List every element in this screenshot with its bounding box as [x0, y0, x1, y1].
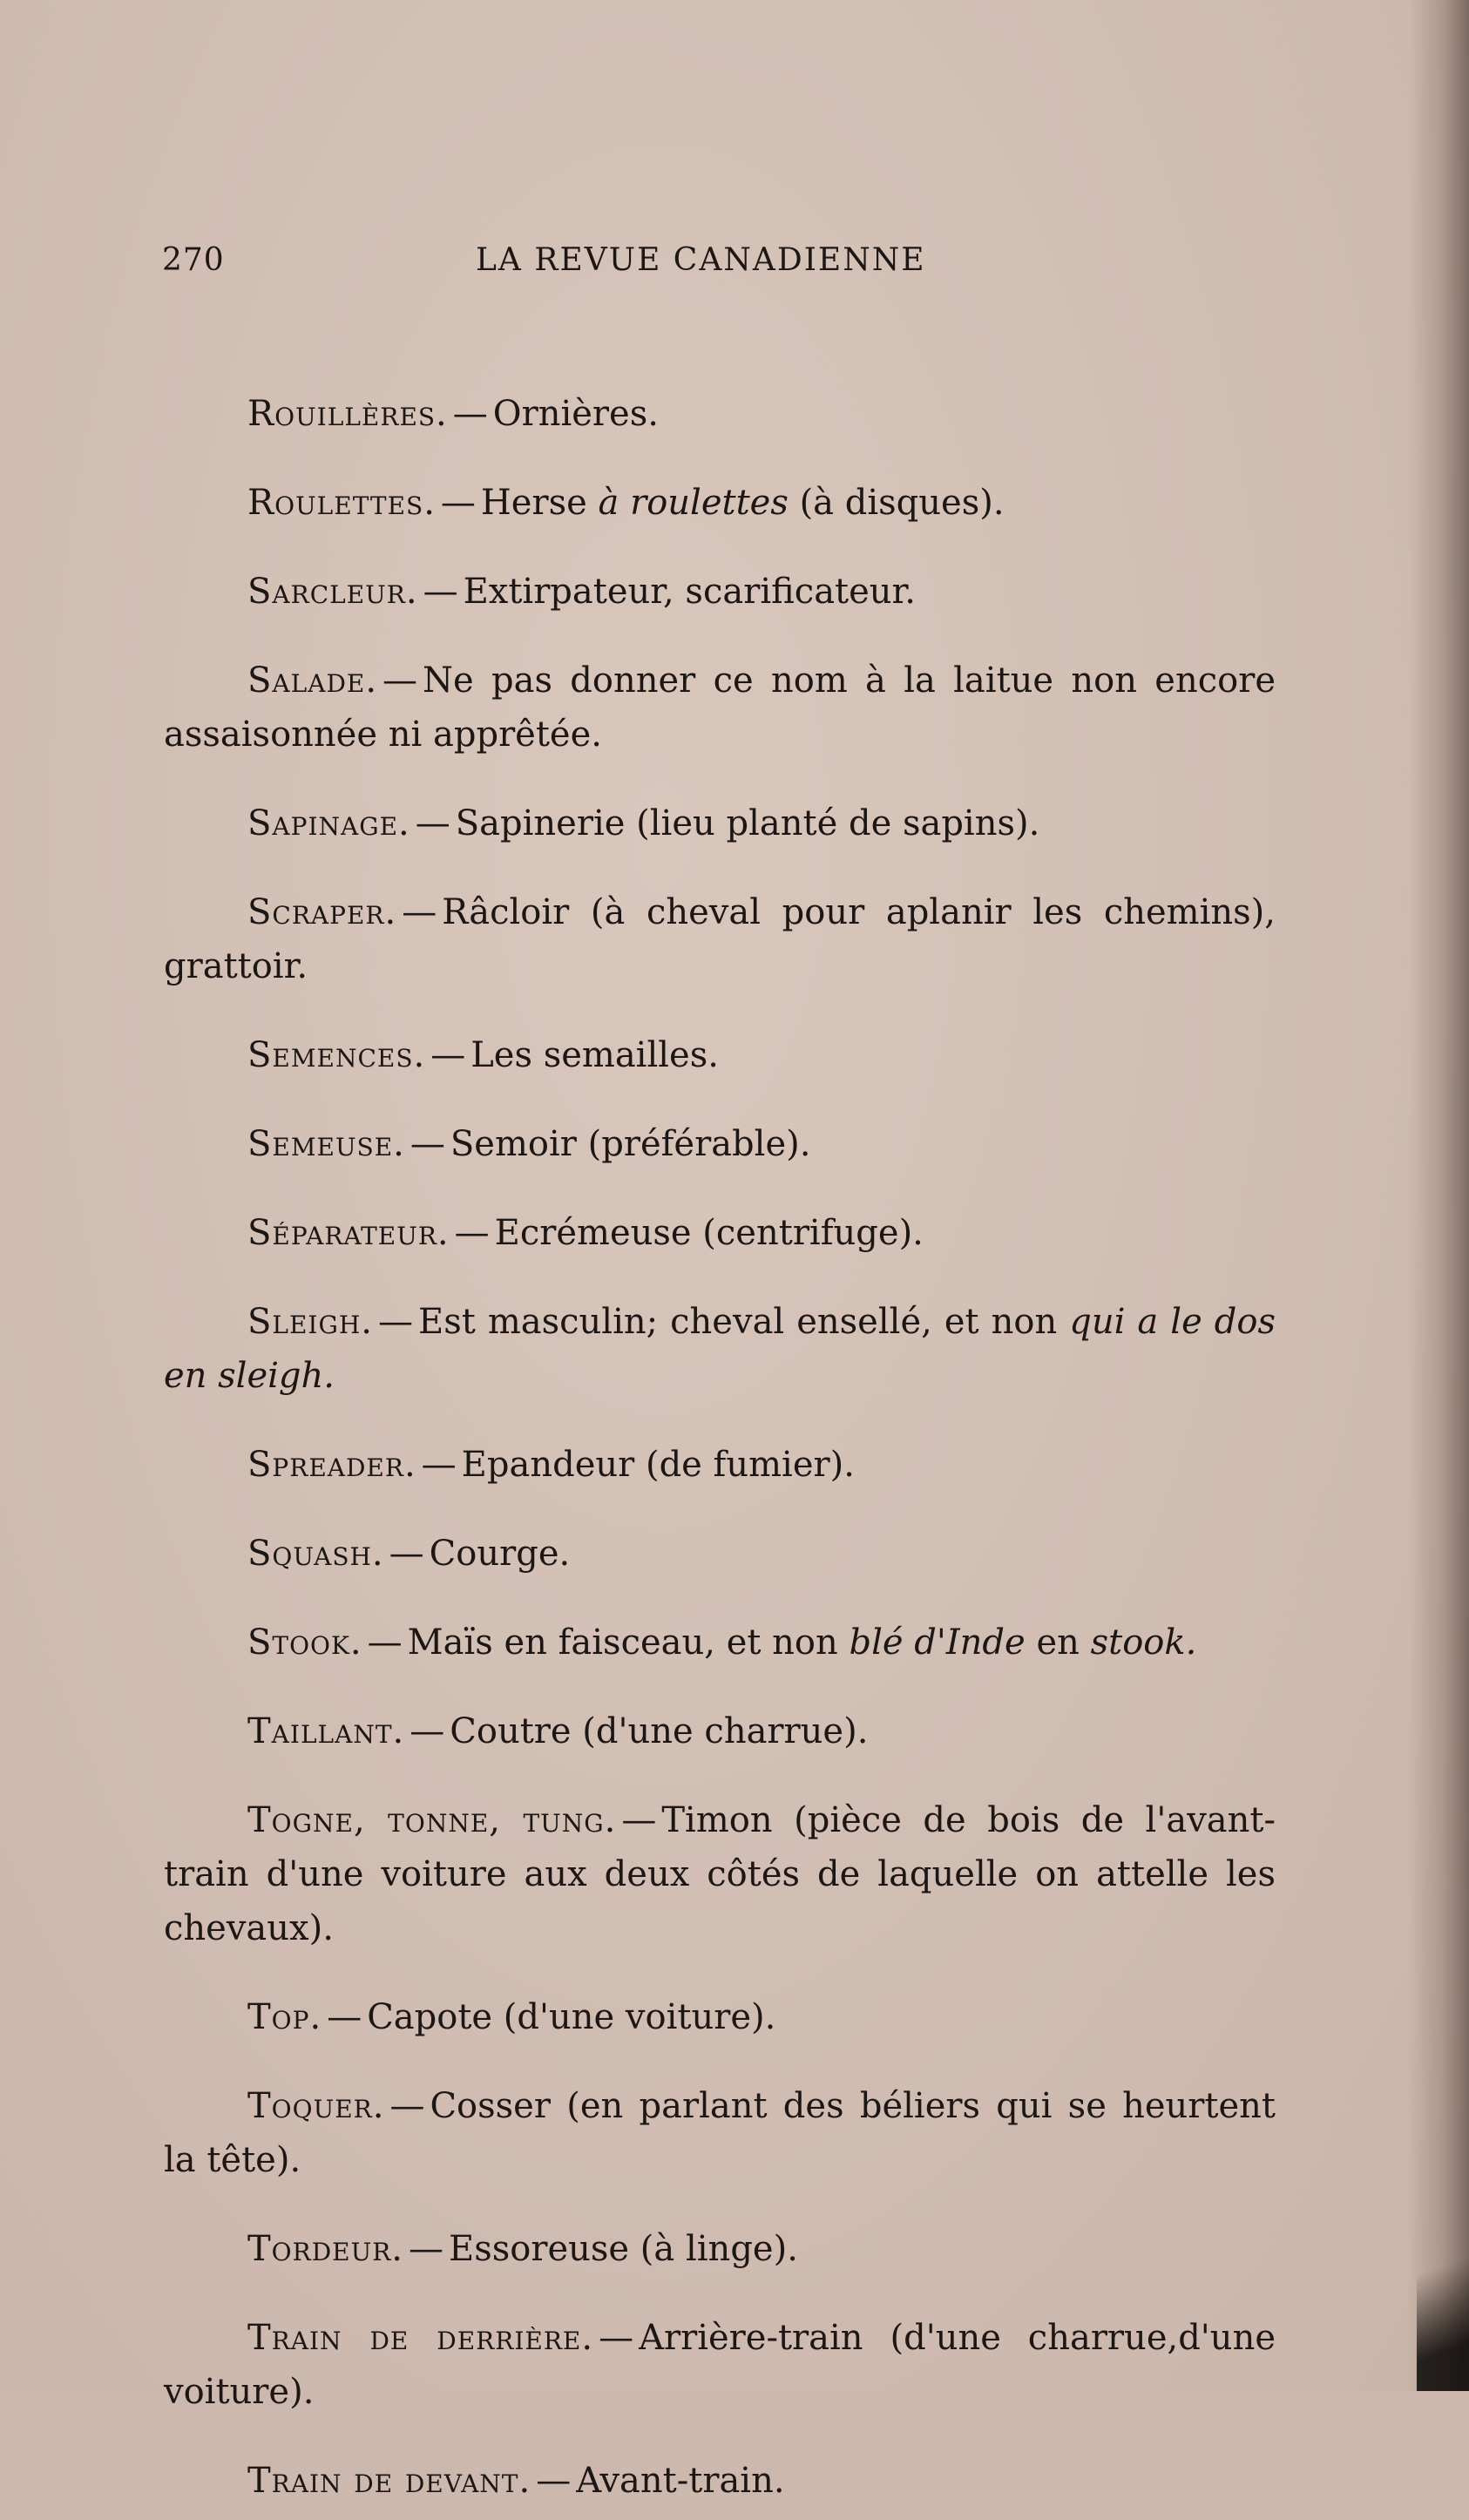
entry-term: Top. [247, 1997, 322, 2037]
entry-term: Squash. [247, 1534, 384, 1574]
definition-text: Est masculin; cheval ensellé, et non [418, 1302, 1058, 1342]
entry-term: Taillant. [247, 1711, 405, 1751]
glossary-entry [164, 1527, 1276, 1581]
entry-term: Stook. [247, 1622, 362, 1663]
entry-term: Train de devant. [247, 2461, 531, 2501]
glossary-entry [164, 2311, 1276, 2419]
entry-term: Roulettes. [247, 483, 436, 523]
glossary-entry [164, 654, 1276, 762]
glossary-entry [164, 1295, 1276, 1403]
glossary-entry [164, 885, 1276, 993]
entry-definition: Ne pas donner ce nom à la laitue non encore assaisonnée ni apprêtée. [164, 660, 1276, 755]
glossary-entry [164, 1117, 1276, 1171]
glossary-entry [164, 1438, 1276, 1492]
entry-separator: — [430, 1035, 466, 1075]
glossary-entry [164, 2079, 1276, 2187]
entry-separator: — [452, 394, 488, 434]
entry-term: Tordeur. [247, 2229, 403, 2269]
glossary-entry [164, 1206, 1276, 1260]
entry-separator: — [382, 660, 418, 701]
entry-separator: — [454, 1213, 490, 1253]
running-title: LA REVUE CANADIENNE [476, 242, 926, 278]
entry-definition: Coutre (d'une charrue). [450, 1711, 869, 1751]
entry-definition: Les semailles. [470, 1035, 719, 1075]
entry-definition [481, 483, 1005, 523]
entry-separator: — [621, 1800, 657, 1840]
definition-italic: à roulettes [598, 483, 789, 523]
entry-definition: Cosser (en parlant des béliers qui se heurtent la tête). [164, 2086, 1276, 2180]
definition-text: (à disques). [799, 483, 1005, 523]
page-header [162, 242, 972, 286]
entry-definition: Ornières. [492, 394, 659, 434]
glossary-entry [164, 2454, 1276, 2508]
page-gutter-shadow [1408, 0, 1469, 2391]
entry-definition: Epandeur (de fumier). [461, 1445, 855, 1485]
entry-separator: — [423, 572, 458, 612]
definition-italic: blé d'Inde [849, 1622, 1026, 1663]
glossary-entry [164, 1704, 1276, 1758]
definition-italic: stook. [1090, 1622, 1197, 1663]
entry-separator: — [409, 2229, 443, 2269]
glossary-entry [164, 2222, 1276, 2276]
entry-term: Sapinage. [247, 803, 410, 843]
entry-term: Spreader. [247, 1445, 416, 1485]
entry-term: Sarcleur. [247, 572, 418, 612]
definition-text: en [1036, 1622, 1080, 1663]
definition-text: Maïs en faisceau, et non [407, 1622, 838, 1663]
entry-separator: — [410, 1124, 445, 1164]
entry-separator: — [389, 2086, 425, 2126]
entry-definition: Râcloir (à cheval pour aplanir les chemins), grattoir. [164, 892, 1276, 986]
entry-definition: Arrière-train (d'une charrue,d'une voiture). [164, 2318, 1276, 2412]
glossary-entry [164, 1028, 1276, 1082]
glossary-entry [164, 1793, 1276, 1955]
entry-separator: — [599, 2318, 634, 2358]
entry-separator: — [327, 1997, 362, 2037]
entry-definition: Ecrémeuse (centrifuge). [494, 1213, 924, 1253]
glossary-entry [164, 565, 1276, 619]
definition-italic: qui a le dos en sleigh. [164, 1302, 1276, 1396]
glossary-entry [164, 796, 1276, 850]
entry-definition: Courge. [429, 1534, 571, 1574]
glossary-entry [164, 476, 1276, 530]
entry-separator: — [415, 803, 450, 843]
entry-separator: — [389, 1534, 424, 1574]
entry-term: Toquer. [247, 2086, 385, 2126]
entry-separator: — [536, 2461, 572, 2501]
entry-definition: Avant-train. [576, 2461, 785, 2501]
entry-definition: Timon (pièce de bois de l'avant-train d'une voiture aux deux côtés de laquelle on attelle les chevaux). [164, 1800, 1276, 1948]
glossary-entry [164, 387, 1276, 441]
entry-definition: Extirpateur, scarificateur. [463, 572, 916, 612]
entry-definition: Capote (d'une voiture). [367, 1997, 776, 2037]
page-number: 270 [162, 242, 225, 278]
entry-separator: — [378, 1302, 413, 1342]
entry-separator: — [367, 1622, 403, 1663]
entry-term: Scraper. [247, 892, 397, 932]
entry-term: Togne, tonne, tung. [247, 1800, 617, 1840]
entry-term: Séparateur. [247, 1213, 450, 1253]
glossary-entries [164, 352, 1276, 2520]
page-corner-shadow [1417, 2217, 1469, 2391]
entry-definition: Essoreuse (à linge). [449, 2229, 798, 2269]
definition-text: Herse [480, 483, 587, 523]
entry-term: Semences. [247, 1035, 426, 1075]
entry-separator: — [402, 892, 437, 932]
entry-definition [408, 1622, 1197, 1663]
entry-term: Salade. [247, 660, 378, 701]
glossary-entry [164, 1616, 1276, 1670]
entry-term: Rouillères. [247, 394, 448, 434]
entry-term: Train de derrière. [247, 2318, 594, 2358]
entry-term: Semeuse. [247, 1124, 405, 1164]
entry-separator: — [440, 483, 476, 523]
entry-definition: Semoir (préférable). [450, 1124, 811, 1164]
entry-separator: — [410, 1711, 445, 1751]
entry-separator: — [421, 1445, 457, 1485]
entry-definition: Sapinerie (lieu planté de sapins). [455, 803, 1040, 843]
entry-term: Sleigh. [247, 1302, 373, 1342]
glossary-entry [164, 1990, 1276, 2044]
